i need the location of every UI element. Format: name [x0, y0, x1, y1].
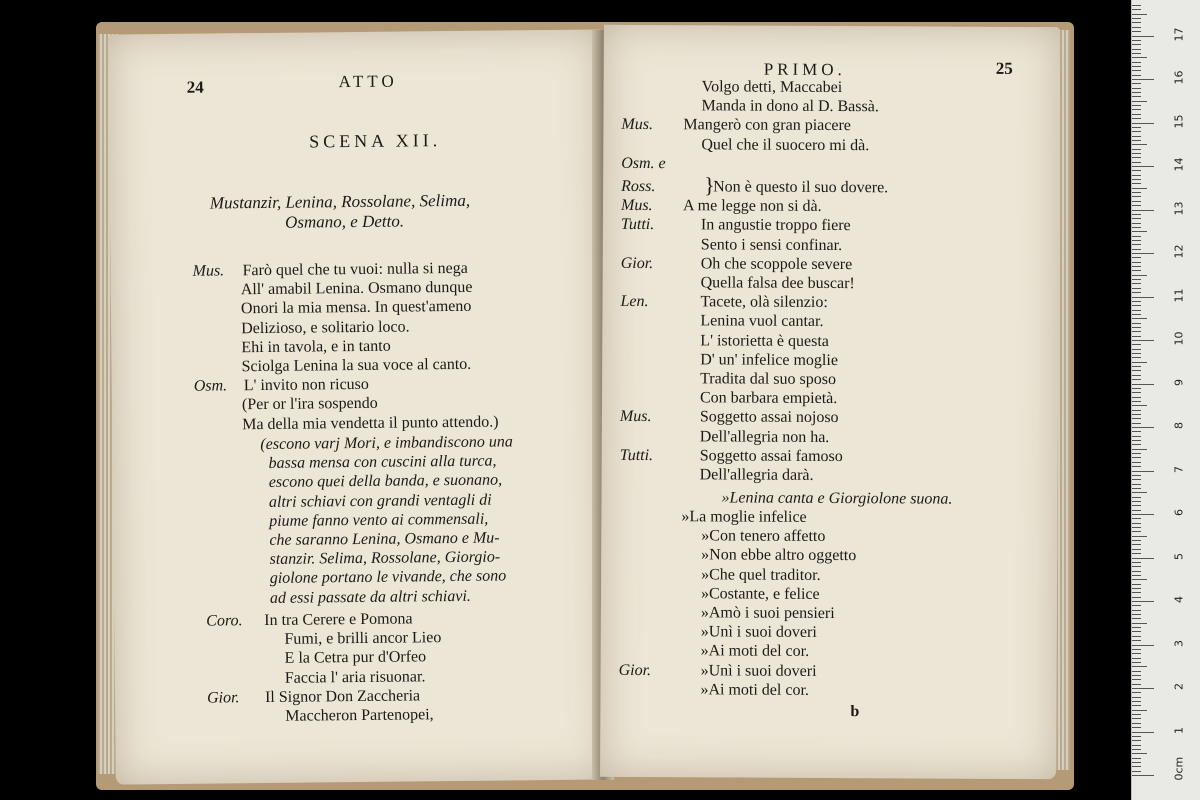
ruler-tick [1132, 636, 1141, 637]
measurement-ruler [1131, 0, 1200, 800]
ruler-tick [1132, 505, 1141, 506]
ruler-tick [1132, 627, 1141, 628]
ruler-tick [1132, 14, 1147, 15]
ruler-tick [1132, 623, 1147, 624]
ruler-tick [1132, 497, 1141, 498]
ruler-label: 15 [1172, 114, 1186, 128]
ruler-tick [1132, 357, 1141, 358]
ruler-tick [1132, 170, 1141, 171]
ruler-tick [1132, 401, 1141, 402]
ruler-tick [1132, 70, 1141, 71]
song-line: »La moglie infelice [681, 508, 807, 526]
ruler-tick [1132, 601, 1154, 602]
ruler-tick [1132, 175, 1141, 176]
ruler-tick [1132, 166, 1154, 167]
speaker-label: Tutti. [619, 446, 654, 464]
stage-direction-line: (escono varj Mori, e imbandiscono una [260, 433, 513, 454]
ruler-label: 17 [1172, 27, 1186, 41]
ruler-tick [1132, 640, 1141, 641]
ruler-tick [1132, 127, 1141, 128]
ruler-tick [1132, 162, 1141, 163]
ruler-tick [1132, 484, 1141, 485]
ruler-tick [1132, 723, 1141, 724]
ruler-tick [1132, 136, 1141, 137]
ruler-tick [1132, 558, 1154, 559]
ruler-tick [1132, 336, 1141, 337]
ruler-tick [1132, 188, 1147, 189]
dialogue-line: Soggetto assai famoso [699, 447, 843, 465]
ruler-tick [1132, 527, 1141, 528]
ruler-tick [1132, 449, 1147, 450]
ruler-tick [1132, 49, 1141, 50]
dialogue-line: Farò quel che tu vuoi: nulla si nega [242, 259, 468, 280]
ruler-tick [1132, 688, 1154, 689]
ruler-tick [1132, 614, 1141, 615]
dialogue-line: E la Cetra pur d'Orfeo [284, 648, 427, 668]
ruler-tick [1132, 370, 1141, 371]
ruler-tick [1132, 705, 1141, 706]
ruler-tick [1132, 653, 1141, 654]
ruler-tick [1132, 588, 1141, 589]
ruler-tick [1132, 540, 1141, 541]
ruler-tick [1132, 179, 1141, 180]
ruler-tick [1132, 597, 1141, 598]
scene-title: SCENA XII. [309, 130, 442, 152]
ruler-tick [1132, 753, 1147, 754]
speaker-label: Ross. [621, 177, 656, 196]
dialogue-line: In angustie troppo fiere [700, 216, 851, 235]
ruler-tick [1132, 118, 1141, 119]
ruler-tick [1132, 40, 1141, 41]
ruler-tick [1132, 549, 1141, 550]
page-number-right: 25 [995, 58, 1013, 78]
ruler-tick [1132, 766, 1141, 767]
ruler-tick [1132, 418, 1141, 419]
cast-line-2: Osmano, e Detto. [284, 211, 405, 232]
ruler-tick [1132, 327, 1141, 328]
page-number-left: 24 [186, 77, 204, 97]
ruler-tick [1132, 18, 1141, 19]
ruler-tick [1132, 27, 1141, 28]
ruler-tick [1132, 101, 1147, 102]
ruler-tick [1132, 123, 1154, 124]
song-line: »Amò i suoi pensieri [700, 604, 835, 623]
ruler-tick [1132, 5, 1141, 6]
ruler-tick [1132, 501, 1141, 502]
ruler-tick [1132, 62, 1141, 63]
ruler-tick [1132, 153, 1141, 154]
ruler-tick [1132, 444, 1141, 445]
ruler-tick [1132, 375, 1141, 376]
ruler-tick [1132, 314, 1141, 315]
ruler-tick [1132, 718, 1141, 719]
ruler-tick [1132, 9, 1141, 10]
ruler-tick [1132, 684, 1141, 685]
ruler-tick [1132, 66, 1141, 67]
dialogue-line: Sento i sensi confinar. [700, 235, 843, 254]
ruler-tick [1132, 440, 1141, 441]
stage-direction-line: escono quei della banda, e suonano, [268, 471, 503, 492]
ruler-label: 5 [1172, 552, 1186, 560]
ruler-tick [1132, 645, 1154, 646]
ruler-tick [1132, 349, 1141, 350]
ruler-tick [1132, 384, 1154, 385]
ruler-tick [1132, 344, 1141, 345]
speaker-label: Len. [620, 293, 649, 311]
ruler-tick [1132, 457, 1141, 458]
ruler-tick [1132, 536, 1147, 537]
ruler-tick [1132, 196, 1141, 197]
ruler-tick [1132, 340, 1154, 341]
ruler-tick [1132, 566, 1141, 567]
ruler-tick [1132, 762, 1141, 763]
dialogue-line: Mangerò con gran piacere [683, 116, 851, 135]
dialogue-line: Con barbara empietà. [699, 389, 838, 408]
song-line: »Costante, e felice [700, 585, 820, 603]
stage-direction-line: che saranno Lenina, Osmano e Mu- [269, 529, 500, 549]
ruler-tick [1132, 75, 1141, 76]
dialogue-line: Ma della mia vendetta il punto attendo.) [242, 413, 499, 433]
dialogue-line: Dell'allegria non ha. [699, 427, 830, 446]
ruler-tick [1132, 266, 1141, 267]
ruler-tick [1132, 675, 1141, 676]
dialogue-line: Manda in dono al D. Bassà. [701, 97, 879, 116]
ruler-tick [1132, 740, 1141, 741]
ruler-tick [1132, 214, 1141, 215]
ruler-tick [1132, 479, 1141, 480]
ruler-tick [1132, 257, 1141, 258]
stage-direction-line: stanzir. Selima, Rossolane, Giorgio- [269, 548, 501, 569]
ruler-tick [1132, 436, 1141, 437]
ruler-tick [1132, 270, 1141, 271]
ruler-tick [1132, 531, 1141, 532]
ruler-tick [1132, 366, 1141, 367]
ruler-tick [1132, 745, 1141, 746]
ruler-tick [1132, 288, 1141, 289]
speaker-label: Mus. [620, 197, 653, 215]
ruler-label: 2 [1172, 683, 1186, 690]
ruler-tick [1132, 227, 1141, 228]
ruler-tick [1132, 36, 1154, 37]
dialogue-line: D' un' infelice moglie [700, 351, 838, 369]
ruler-tick [1132, 275, 1147, 276]
ruler-tick [1132, 109, 1141, 110]
running-head-right: PRIMO. [763, 59, 846, 80]
stage-direction-line: bassa mensa con cuscini alla turca, [268, 452, 497, 473]
ruler-tick [1132, 605, 1141, 606]
ruler-tick [1132, 210, 1154, 211]
ruler-tick [1132, 218, 1141, 219]
ruler-tick [1132, 666, 1147, 667]
ruler-tick [1132, 571, 1141, 572]
song-line: »Ai moti del cor. [700, 681, 809, 700]
ruler-tick [1132, 471, 1154, 472]
ruler-tick [1132, 114, 1141, 115]
ruler-tick [1132, 710, 1147, 711]
ruler-tick [1132, 658, 1141, 659]
dialogue-line: All' amabil Lenina. Osmano dunque [240, 278, 473, 299]
ruler-tick [1132, 775, 1154, 776]
ruler-tick [1132, 88, 1141, 89]
ruler-tick [1132, 388, 1141, 389]
ruler-tick [1132, 79, 1154, 80]
ruler-tick [1132, 431, 1141, 432]
ruler-label: 4 [1172, 596, 1186, 603]
ruler-tick [1132, 410, 1141, 411]
ruler-tick [1132, 579, 1147, 580]
ruler-tick [1132, 631, 1141, 632]
ruler-tick [1132, 149, 1141, 150]
dialogue-line: Soggetto assai nojoso [699, 408, 839, 427]
ruler-tick [1132, 466, 1141, 467]
stage-direction-line: piume fanno vento ai commensali, [269, 510, 489, 530]
ruler-tick [1132, 279, 1141, 280]
ruler-tick [1132, 22, 1141, 23]
ruler-tick [1132, 405, 1147, 406]
ruler-tick [1132, 44, 1141, 45]
ruler-tick [1132, 53, 1141, 54]
ruler-tick [1132, 427, 1154, 428]
dialogue-line: Dell'allegria darà. [699, 466, 814, 484]
dialogue-line: Delizioso, e solitario loco. [241, 318, 410, 337]
ruler-tick [1132, 758, 1141, 759]
dialogue-line: Oh che scoppole severe [700, 255, 853, 273]
ruler-tick [1132, 297, 1154, 298]
dialogue-line: A me legge non si dà. [682, 197, 822, 216]
dialogue-line: (Per or l'ira sospendo [241, 395, 378, 414]
ruler-tick [1132, 392, 1141, 393]
dialogue-line: Quel che il suocero mi dà. [701, 135, 870, 154]
dialogue-line: Tacete, olà silenzio: [700, 293, 828, 312]
ruler-tick [1132, 649, 1141, 650]
dialogue-line: Fumi, e brilli ancor Lieo [284, 629, 442, 648]
song-line: »Unì i suoi doveri [700, 623, 817, 642]
dialogue-line: Il Signor Don Zaccheria [264, 687, 421, 706]
song-line: »Con tenero affetto [701, 527, 826, 546]
dialogue-line: L' istorietta è questa [700, 331, 829, 350]
ruler-tick [1132, 553, 1141, 554]
dialogue-line: Onori la mia mensa. In quest'ameno [240, 298, 472, 318]
ruler-label: 14 [1172, 157, 1186, 172]
ruler-tick [1132, 240, 1141, 241]
speaker-label: Tutti. [620, 216, 655, 234]
ruler-tick [1132, 462, 1141, 463]
song-line: »Che quel traditor. [701, 565, 821, 584]
ruler-label: 10 [1172, 331, 1186, 346]
ruler-tick [1132, 223, 1141, 224]
ruler-tick [1132, 201, 1141, 202]
ruler-tick [1132, 92, 1141, 93]
dialogue-line: Non è questo il suo dovere. [713, 178, 889, 197]
right-page [600, 25, 1060, 779]
dialogue-line: Tradita dal suo sposo [700, 370, 837, 389]
song-line: »Non ebbe altro oggetto [701, 546, 857, 565]
dialogue-line: Volgo detti, Maccabei [701, 78, 843, 97]
ruler-label: 3 [1172, 639, 1186, 647]
cast-line-1: Mustanzir, Lenina, Rossolane, Selima, [209, 190, 471, 213]
ruler-label: 12 [1172, 244, 1186, 259]
ruler-tick [1132, 301, 1141, 302]
speaker-label: Mus. [619, 408, 652, 426]
ruler-tick [1132, 323, 1141, 324]
ruler-tick [1132, 423, 1141, 424]
ruler-tick [1132, 262, 1141, 263]
speaker-gior: Gior. [618, 661, 652, 680]
ruler-label: 13 [1172, 201, 1186, 215]
ruler-tick [1132, 157, 1141, 158]
dialogue-line: L' invito non ricuso [243, 376, 369, 395]
ruler-tick [1132, 662, 1141, 663]
ruler-tick [1132, 144, 1147, 145]
ruler-tick [1132, 353, 1141, 354]
ruler-label: 8 [1172, 422, 1186, 429]
ruler-tick [1132, 510, 1141, 511]
ruler-tick [1132, 192, 1141, 193]
ruler-tick [1132, 105, 1141, 106]
ruler-tick [1132, 514, 1154, 515]
speaker-label: Gior. [206, 689, 240, 707]
ruler-tick [1132, 331, 1141, 332]
ruler-label: 11 [1172, 288, 1186, 302]
ruler-tick [1132, 679, 1141, 680]
signature-mark: b [850, 703, 860, 721]
ruler-tick [1132, 692, 1141, 693]
ruler-tick [1132, 697, 1141, 698]
speaker-label: Osm. e [621, 154, 666, 172]
song-direction: »Lenina canta e Giorgiolone suona. [721, 489, 953, 508]
stage-direction-line: altri schiavi con grandi ventagli di [268, 491, 492, 511]
ruler-tick [1132, 131, 1141, 132]
ruler-label: 1 [1172, 726, 1186, 734]
ruler-tick [1132, 379, 1141, 380]
dialogue-line: Lenina vuol cantar. [700, 312, 824, 331]
ruler-label: 16 [1172, 70, 1186, 85]
ruler-label: 7 [1172, 465, 1186, 473]
ruler-tick [1132, 96, 1141, 97]
brace-icon: } [704, 172, 715, 198]
ruler-tick [1132, 592, 1141, 593]
ruler-tick [1132, 231, 1147, 232]
speaker-label: Coro. [206, 612, 243, 630]
ruler-tick [1132, 732, 1154, 733]
song-line: »Unì i suoi doveri [700, 662, 817, 680]
ruler-tick [1132, 414, 1141, 415]
ruler-tick [1132, 488, 1141, 489]
stage-direction-line: giolone portano le vivande, che sono [269, 567, 507, 588]
ruler-tick [1132, 249, 1141, 250]
ruler-tick [1132, 562, 1141, 563]
ruler-tick [1132, 701, 1141, 702]
speaker-label: Mus. [621, 116, 654, 134]
ruler-tick [1132, 236, 1141, 237]
ruler-tick [1132, 518, 1141, 519]
ruler-tick [1132, 292, 1141, 293]
ruler-tick [1132, 397, 1141, 398]
ruler-tick [1132, 575, 1141, 576]
stage-direction-line: ad essi passate da altri schiavi. [269, 587, 471, 607]
ruler-tick [1132, 727, 1141, 728]
ruler-tick [1132, 736, 1141, 737]
ruler-tick [1132, 610, 1141, 611]
ruler-tick [1132, 253, 1154, 254]
ruler-tick [1132, 310, 1141, 311]
ruler-tick [1132, 523, 1141, 524]
ruler-tick [1132, 31, 1141, 32]
speaker-label: Mus. [192, 262, 225, 280]
dialogue-line: Quella falsa dee buscar! [700, 274, 855, 293]
ruler-tick [1132, 453, 1141, 454]
ruler-tick [1132, 492, 1147, 493]
ruler-tick [1132, 305, 1141, 306]
ruler-tick [1132, 183, 1141, 184]
dialogue-line: Faccia l' aria risuonar. [284, 667, 426, 687]
speaker-label: Gior. [620, 254, 654, 272]
ruler-tick [1132, 283, 1141, 284]
ruler-tick [1132, 714, 1141, 715]
ruler-label: 6 [1172, 509, 1186, 516]
dialogue-line: In tra Cerere e Pomona [264, 610, 413, 629]
ruler-tick [1132, 318, 1147, 319]
ruler-tick [1132, 618, 1141, 619]
ruler-tick [1132, 140, 1141, 141]
dialogue-line: Sciolga Lenina la sua voce al canto. [241, 355, 472, 376]
ruler-tick [1132, 771, 1141, 772]
ruler-tick [1132, 244, 1141, 245]
left-page [108, 29, 608, 784]
running-head-left: ATTO [338, 71, 398, 92]
ruler-tick [1132, 57, 1147, 58]
dialogue-line: Ehi in tavola, e in tanto [241, 337, 391, 357]
speaker-label: Osm. [193, 377, 228, 395]
ruler-tick [1132, 584, 1141, 585]
ruler-tick [1132, 749, 1141, 750]
song-line: »Ai moti del cor. [700, 642, 810, 661]
ruler-tick [1132, 205, 1141, 206]
ruler-tick [1132, 475, 1141, 476]
dialogue-line: Maccheron Partenopei, [285, 706, 434, 725]
ruler-label: 9 [1172, 378, 1186, 386]
ruler-tick [1132, 362, 1147, 363]
ruler-tick [1132, 544, 1141, 545]
ruler-tick [1132, 671, 1141, 672]
ruler-label: 0cm [1172, 756, 1186, 781]
ruler-tick [1132, 83, 1141, 84]
